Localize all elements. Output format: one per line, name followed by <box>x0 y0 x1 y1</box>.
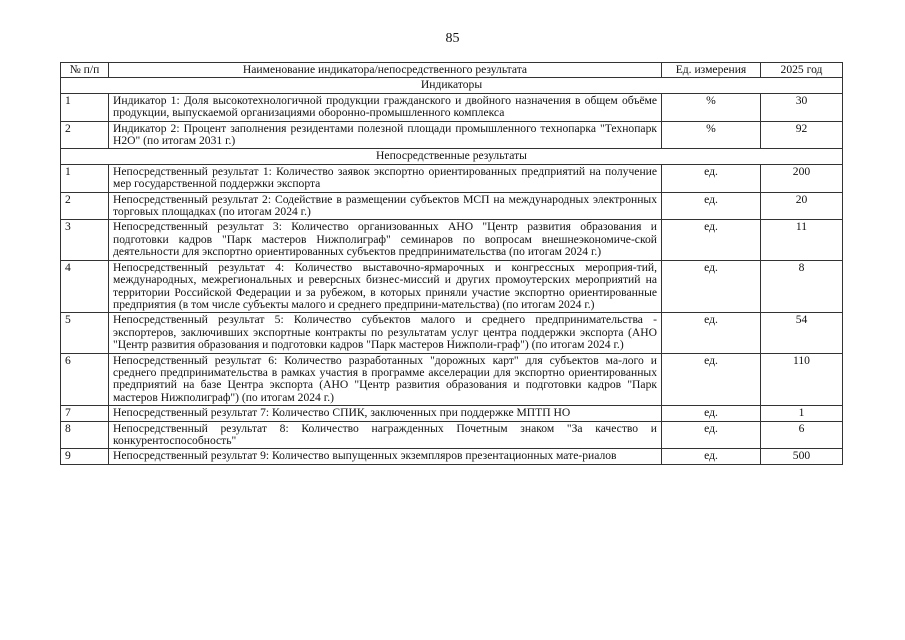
table-row <box>61 121 843 149</box>
year-2025-value: 30 <box>761 93 843 121</box>
year-2025-value: 1 <box>761 406 843 421</box>
row-number: 7 <box>61 406 109 421</box>
year-2025-value: 54 <box>761 313 843 353</box>
section-title: Индикаторы <box>61 78 843 93</box>
indicator-name: Непосредственный результат 7: Количество СПИК, заключенных при поддержке МПТП НО <box>109 406 662 421</box>
table-row <box>61 192 843 220</box>
table-row <box>61 164 843 192</box>
year-2025-value: 6 <box>761 421 843 449</box>
table-row <box>61 406 843 421</box>
indicator-name: Непосредственный результат 9: Количество выпущенных экземпляров презентационных мате-риалов <box>109 449 662 464</box>
unit-of-measure: % <box>662 121 761 149</box>
year-2025-value: 92 <box>761 121 843 149</box>
indicator-name: Непосредственный результат 2: Содействие в размещении субъектов МСП на международных электронных торговых площадках (по итогам 2024 г.) <box>109 192 662 220</box>
year-2025-value: 500 <box>761 449 843 464</box>
row-number: 3 <box>61 220 109 260</box>
year-2025-value: 11 <box>761 220 843 260</box>
table-row <box>61 353 843 406</box>
indicator-name: Непосредственный результат 3: Количество организованных АНО "Центр развития образования и подготовки кадров "Парк мастеров Нижполиграф" семинаров по вопросам внешнеэкономиче-ской деятельности для экспортно ориентированных субъектов предпринимательства (по итогам 2024 г.) <box>109 220 662 260</box>
table-row <box>61 260 843 313</box>
indicator-name: Непосредственный результат 1: Количество заявок экспортно ориентированных предприятий на получение мер государственной поддержки экспорта <box>109 164 662 192</box>
table-row <box>61 421 843 449</box>
row-number: 2 <box>61 121 109 149</box>
table-header-row <box>61 63 843 78</box>
row-number: 1 <box>61 93 109 121</box>
indicator-name: Индикатор 1: Доля высокотехнологичной продукции гражданского и двойного назначения в общем объёме продукции, выпускаемой организациями оборонно-промышленного комплекса <box>109 93 662 121</box>
header-year: 2025 год <box>761 63 843 78</box>
row-number: 8 <box>61 421 109 449</box>
unit-of-measure: ед. <box>662 164 761 192</box>
indicator-name: Непосредственный результат 6: Количество разработанных "дорожных карт" для субъектов ма-лого и среднего предпринимательства в рамках участия в программе акселерации для экспортно ориентированных предприятий на базе Центра экспорта (АНО "Центр развития образования и подготовки кадров "Парк мастеров Нижполиграф") (по итогам 2024 г.) <box>109 353 662 406</box>
year-2025-value: 200 <box>761 164 843 192</box>
row-number: 9 <box>61 449 109 464</box>
year-2025-value: 8 <box>761 260 843 313</box>
table-row <box>61 449 843 464</box>
year-2025-value: 110 <box>761 353 843 406</box>
unit-of-measure: ед. <box>662 260 761 313</box>
indicators-table <box>60 62 843 465</box>
unit-of-measure: % <box>662 93 761 121</box>
table-row <box>61 313 843 353</box>
section-row <box>61 149 843 164</box>
year-2025-value: 20 <box>761 192 843 220</box>
table-row <box>61 220 843 260</box>
header-num: № п/п <box>61 63 109 78</box>
indicator-name: Непосредственный результат 4: Количество выставочно-ярмарочных и конгрессных мероприя-тий, международных, межрегиональных и реверсных бизнес-миссий и других промоутерских мероприятий на территории Российской Федерации и за рубежом, в которых приняли участие экспортно ориентированные предприятия (в том числе субъекты малого и среднего предприни-мательства) (по итогам 2024 г.) <box>109 260 662 313</box>
section-row <box>61 78 843 93</box>
unit-of-measure: ед. <box>662 421 761 449</box>
section-title: Непосредственные результаты <box>61 149 843 164</box>
page-number: 85 <box>445 31 460 46</box>
unit-of-measure: ед. <box>662 220 761 260</box>
unit-of-measure: ед. <box>662 313 761 353</box>
indicator-name: Непосредственный результат 8: Количество награжденных Почетным знаком "За качество и конкурентоспособность" <box>109 421 662 449</box>
indicator-name: Индикатор 2: Процент заполнения резидентами полезной площади промышленного технопарка "Технопарк Н2О" (по итогам 2031 г.) <box>109 121 662 149</box>
row-number: 2 <box>61 192 109 220</box>
table-row <box>61 93 843 121</box>
unit-of-measure: ед. <box>662 192 761 220</box>
row-number: 5 <box>61 313 109 353</box>
row-number: 4 <box>61 260 109 313</box>
unit-of-measure: ед. <box>662 353 761 406</box>
row-number: 6 <box>61 353 109 406</box>
table-body <box>61 78 843 464</box>
header-unit: Ед. измерения <box>662 63 761 78</box>
unit-of-measure: ед. <box>662 449 761 464</box>
unit-of-measure: ед. <box>662 406 761 421</box>
indicator-name: Непосредственный результат 5: Количество субъектов малого и среднего предпринимательства - экспортеров, заключивших экспортные контракты по результатам услуг центра поддержки экспорта (АНО "Центр развития образования и подготовки кадров "Парк мастеров Нижполи-граф") (по итогам 2024 г.) <box>109 313 662 353</box>
row-number: 1 <box>61 164 109 192</box>
header-name: Наименование индикатора/непосредственного результата <box>109 63 662 78</box>
